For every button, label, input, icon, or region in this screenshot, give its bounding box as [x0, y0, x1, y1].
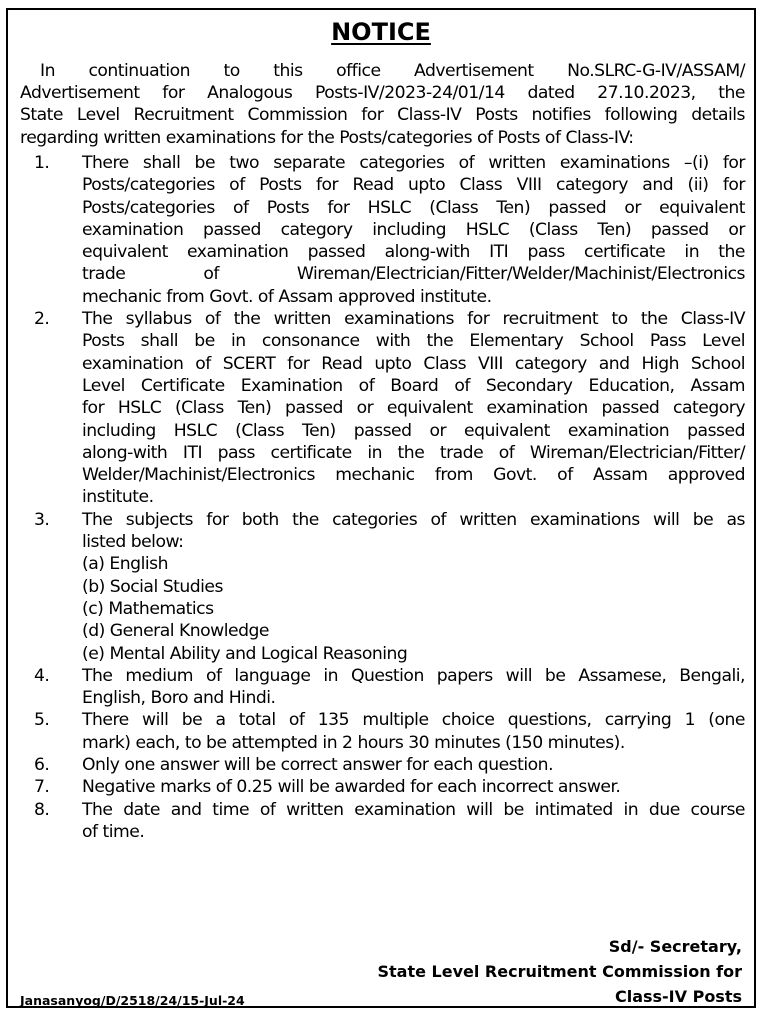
list-item-line: institute.: [82, 487, 154, 508]
list-item-line: examination of SCERT for Read upto Class VIII category and High School: [82, 353, 745, 374]
list-item-number: 1.: [34, 153, 50, 173]
list-item-number: 4.: [34, 665, 50, 686]
list-item-line: The subjects for both the categories of written examinations will be as: [82, 509, 745, 530]
list-item: [20, 152, 745, 308]
list-item-line: Only one answer will be correct answer for each question.: [82, 755, 554, 776]
list-item-number: 5.: [34, 710, 50, 731]
intro-line: State Level Recruitment Commission for Class-IV Posts notifies following details: [20, 105, 745, 126]
list-item-number: 7.: [34, 777, 50, 798]
list-item-line: trade of Wireman/Electrician/Fitter/Welder/Machinist/Electronics: [82, 264, 745, 285]
subject-item: (c) Mathematics: [82, 598, 214, 619]
list-item-line: examination passed category including HSLC (Class Ten) passed or: [82, 219, 745, 240]
list-item-line: There shall be two separate categories of written examinations –(i) for: [82, 153, 745, 173]
list-item: [20, 308, 745, 509]
list-item: [20, 754, 745, 776]
list-item-line: Posts/categories of Posts for HSLC (Class Ten) passed or equivalent: [82, 197, 745, 218]
list-item-number: 2.: [34, 309, 50, 330]
list-item-line: along-with ITI pass certificate in the trade of Wireman/Electrician/Fitter/: [82, 442, 745, 463]
list-item-line: including HSLC (Class Ten) passed or equivalent examination passed: [82, 420, 745, 441]
list-item-line: Welder/Machinist/Electronics mechanic from Govt. of Assam approved: [82, 465, 745, 486]
list-item-text: [82, 776, 745, 798]
list-item-number: 8.: [34, 799, 50, 820]
list-item-line: There will be a total of 135 multiple choice questions, carrying 1 (one: [82, 710, 745, 731]
numbered-list: [20, 152, 745, 843]
list-item-line: Posts/categories of Posts for Read upto Class VIII category and (ii) for: [82, 175, 745, 196]
intro-line: regarding written examinations for the Posts/categories of Posts of Class-IV:: [20, 127, 634, 148]
list-item-number: 3.: [34, 509, 50, 530]
list-item-line: English, Boro and Hindi.: [82, 688, 276, 709]
signature-line: Class-IV Posts: [614, 987, 742, 1006]
intro-line: In continuation to this office Advertisement No.SLRC-G-IV/ASSAM/: [40, 61, 745, 81]
list-item-text: [82, 799, 745, 844]
list-item-line: Negative marks of 0.25 will be awarded for each incorrect answer.: [82, 777, 621, 798]
notice-title: NOTICE: [331, 18, 431, 46]
intro-paragraph: [20, 60, 745, 149]
list-item: [20, 665, 745, 710]
list-item-line: The date and time of written examination will be intimated in due course: [82, 799, 745, 820]
subject-item: (b) Social Studies: [82, 576, 223, 597]
list-item: [20, 799, 745, 844]
subject-item: (e) Mental Ability and Logical Reasoning: [82, 643, 408, 664]
list-item: [20, 709, 745, 754]
list-item-line: for HSLC (Class Ten) passed or equivalent examination passed category: [82, 398, 745, 419]
subject-item: (d) General Knowledge: [82, 621, 269, 642]
reference-number: Janasanyog/D/2518/24/15-Jul-24: [20, 993, 245, 1008]
list-item-line: of time.: [82, 821, 145, 842]
list-item: [20, 509, 745, 665]
list-item-line: mechanic from Govt. of Assam approved institute.: [82, 286, 492, 307]
list-item-line: The medium of language in Question papers will be Assamese, Bengali,: [82, 665, 745, 686]
signature-line: State Level Recruitment Commission for: [377, 962, 742, 981]
list-item-text: [82, 509, 745, 665]
list-item-line: equivalent examination passed along-with ITI pass certificate in the: [82, 242, 745, 263]
list-item-number: 6.: [34, 755, 50, 776]
signature-line: Sd/- Secretary,: [608, 937, 742, 956]
subject-item: (a) English: [82, 554, 168, 575]
list-item-line: mark) each, to be attempted in 2 hours 30 minutes (150 minutes).: [82, 732, 625, 753]
list-item: [20, 776, 745, 798]
notice-page: [6, 8, 756, 1008]
signature-block: [377, 934, 742, 1009]
list-item-text: [82, 754, 745, 776]
list-item-text: [82, 152, 745, 308]
list-item-text: [82, 665, 745, 710]
intro-line: Advertisement for Analogous Posts-IV/2023-24/01/14 dated 27.10.2023, the: [20, 83, 745, 104]
list-item-text: [82, 709, 745, 754]
list-item-line: Level Certificate Examination of Board of Secondary Education, Assam: [82, 375, 745, 396]
list-item-line: listed below:: [82, 532, 184, 553]
list-item-line: Posts shall be in consonance with the Elementary School Pass Level: [82, 331, 745, 352]
list-item-line: The syllabus of the written examinations for recruitment to the Class-IV: [82, 309, 745, 330]
list-item-text: [82, 308, 745, 509]
